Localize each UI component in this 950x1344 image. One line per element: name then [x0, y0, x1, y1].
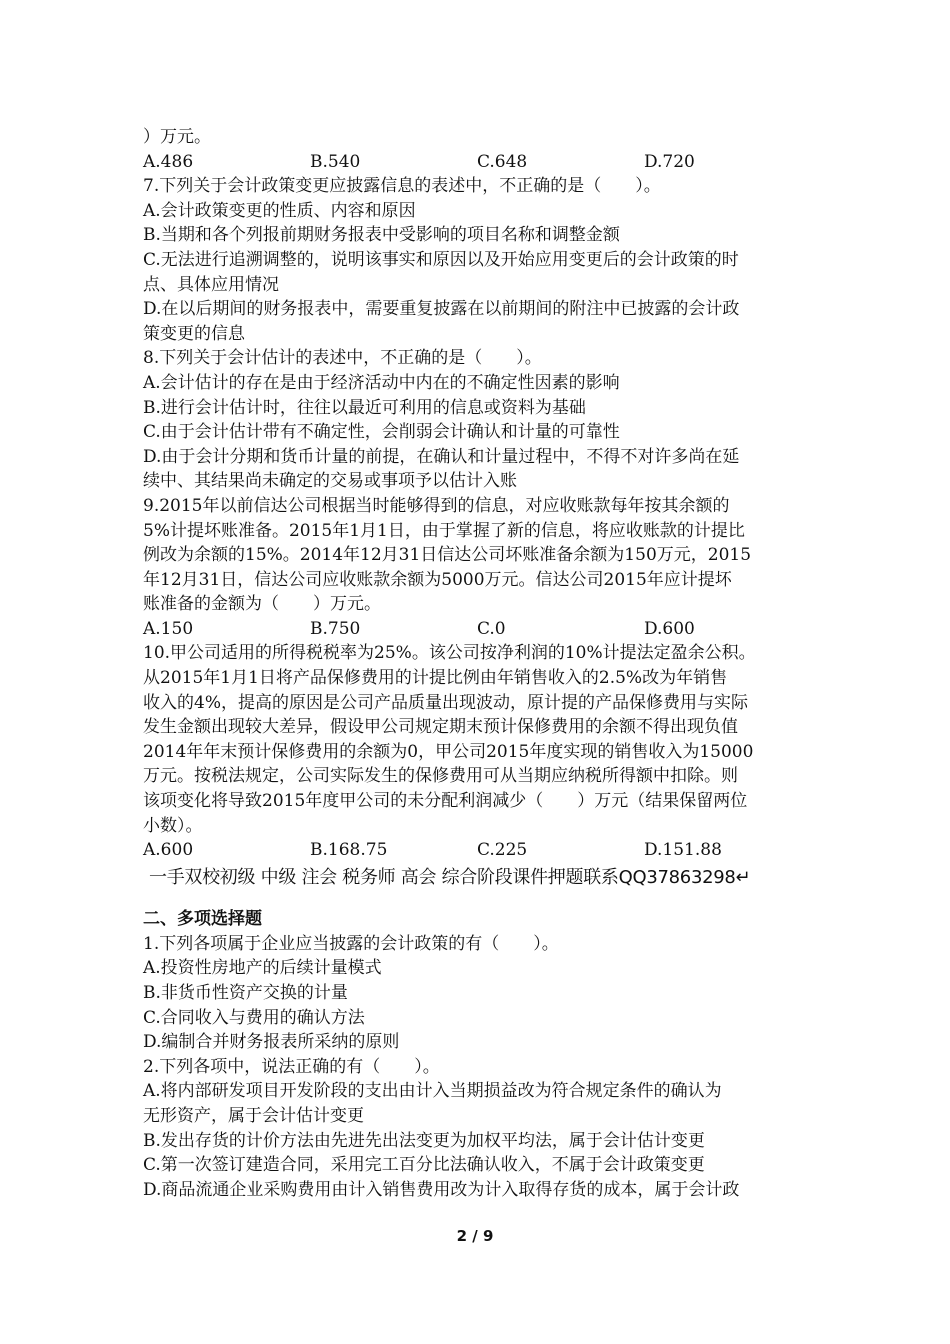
option-b: B.非货币性资产交换的计量	[143, 983, 348, 1003]
option-b: B.发出存货的计价方法由先进先出法变更为加权平均法，属于会计估计变更	[143, 1130, 705, 1151]
option-c-cont: 点、具体应用情况	[143, 274, 279, 295]
option-b: B.540	[310, 151, 361, 172]
option-b: B.168.75	[310, 840, 388, 861]
option-c: C.0	[477, 618, 506, 639]
option-b: B.进行会计估计时，往往以最近可利用的信息或资料为基础	[143, 397, 586, 418]
q9-options	[143, 617, 811, 642]
question-10-line: 发生金额出现较大差异，假设甲公司规定期末预计保修费用的余额不得出现负值	[143, 717, 738, 738]
option-d: D.编制合并财务报表所采纳的原则	[143, 1032, 400, 1053]
option-c: C.无法进行追溯调整的，说明该事实和原因以及开始应用变更后的会计政策的时	[143, 249, 739, 270]
option-c: C.第一次签订建造合同，采用完工百分比法确认收入，不属于会计政策变更	[143, 1155, 705, 1176]
option-d: D.600	[644, 618, 695, 639]
option-b: B.750	[310, 618, 361, 639]
document-body	[143, 125, 811, 1202]
option-a-cont: 无形资产，属于会计估计变更	[143, 1105, 364, 1126]
option-d-cont: 续中、其结果尚未确定的交易或事项予以估计入账	[143, 471, 517, 492]
option-a: A.将内部研发项目开发阶段的支出由计入当期损益改为符合规定条件的确认为	[143, 1081, 722, 1102]
question-10-line: 该项变化将导致2015年度甲公司的未分配利润减少（ ）万元（结果保留两位	[143, 791, 748, 812]
question-9-line: 5%计提坏账准备。2015年1月1日，由于掌握了新的信息，将应收账款的计提比	[143, 520, 745, 541]
option-a: A.会计估计的存在是由于经济活动中内在的不确定性因素的影响	[143, 372, 620, 393]
q6-options	[143, 150, 811, 175]
question-10-line: 从2015年1月1日将产品保修费用的计提比例由年销售收入的2.5%改为年销售	[143, 668, 728, 689]
question-9-line: 年12月31日，信达公司应收账款余额为5000万元。信达公司2015年应计提坏	[143, 569, 732, 590]
option-b: B.当期和各个列报前期财务报表中受影响的项目名称和调整金额	[143, 225, 620, 246]
option-c: C.225	[477, 840, 528, 861]
option-d: D.151.88	[644, 840, 722, 861]
option-d-cont: 策变更的信息	[143, 323, 245, 344]
option-d: D.720	[644, 151, 695, 172]
question-10-line: 万元。按税法规定，公司实际发生的保修费用可从当期应纳税所得额中扣除。则	[143, 766, 738, 787]
option-a: A.150	[143, 618, 194, 639]
text-line: ）万元。	[143, 127, 211, 147]
question-9: 9.2015年以前信达公司根据当时能够得到的信息，对应收账款每年按其余额的	[143, 495, 730, 516]
spacer	[143, 891, 811, 907]
question-7: 7.下列关于会计政策变更应披露信息的表述中，不正确的是（ ）。	[143, 176, 661, 197]
question-9-line: 例改为余额的15%。2014年12月31日信达公司坏账准备余额为150万元，2015	[143, 545, 752, 566]
option-a: A.投资性房地产的后续计量模式	[143, 958, 382, 979]
question-8: 8.下列关于会计估计的表述中，不正确的是（ ）。	[143, 348, 542, 369]
option-d: D.商品流通企业采购费用由计入销售费用改为计入取得存货的成本，属于会计政	[143, 1179, 740, 1200]
option-a: A.600	[143, 840, 194, 861]
question-9-line: 账准备的金额为（ ）万元。	[143, 594, 381, 615]
question-10-line: 小数）。	[143, 815, 203, 836]
page-number: 2 / 9	[456, 1227, 494, 1245]
option-d: D.由于会计分期和货币计量的前提，在确认和计量过程中，不得不对许多尚在延	[143, 446, 740, 467]
question-10: 10.甲公司适用的所得税税率为25%。该公司按净利润的10%计提法定盈余公积。	[143, 643, 756, 664]
q10-options	[143, 838, 811, 863]
option-a: A.会计政策变更的性质、内容和原因	[143, 200, 416, 221]
option-a: A.486	[143, 151, 194, 172]
question-10-line: 2014年年末预计保修费用的余额为0，甲公司2015年度实现的销售收入为15000	[143, 741, 754, 762]
option-c: C.合同收入与费用的确认方法	[143, 1007, 365, 1028]
multi-question-2: 2.下列各项中，说法正确的有（ ）。	[143, 1056, 440, 1077]
ad-line: 一手双校初级 中级 注会 税务师 高会 综合阶段课件押题联系QQ37863298↵	[149, 866, 751, 888]
multi-question-1: 1.下列各项属于企业应当披露的会计政策的有（ ）。	[143, 933, 559, 954]
option-c: C.648	[477, 151, 528, 172]
option-d: D.在以后期间的财务报表中，需要重复披露在以前期间的附注中已披露的会计政	[143, 299, 740, 320]
question-10-line: 收入的4%，提高的原因是公司产品质量出现波动，原计提的产品保修费用与实际	[143, 692, 748, 713]
option-c: C.由于会计估计带有不确定性，会削弱会计确认和计量的可靠性	[143, 422, 620, 443]
section-heading: 二、多项选择题	[143, 908, 262, 929]
